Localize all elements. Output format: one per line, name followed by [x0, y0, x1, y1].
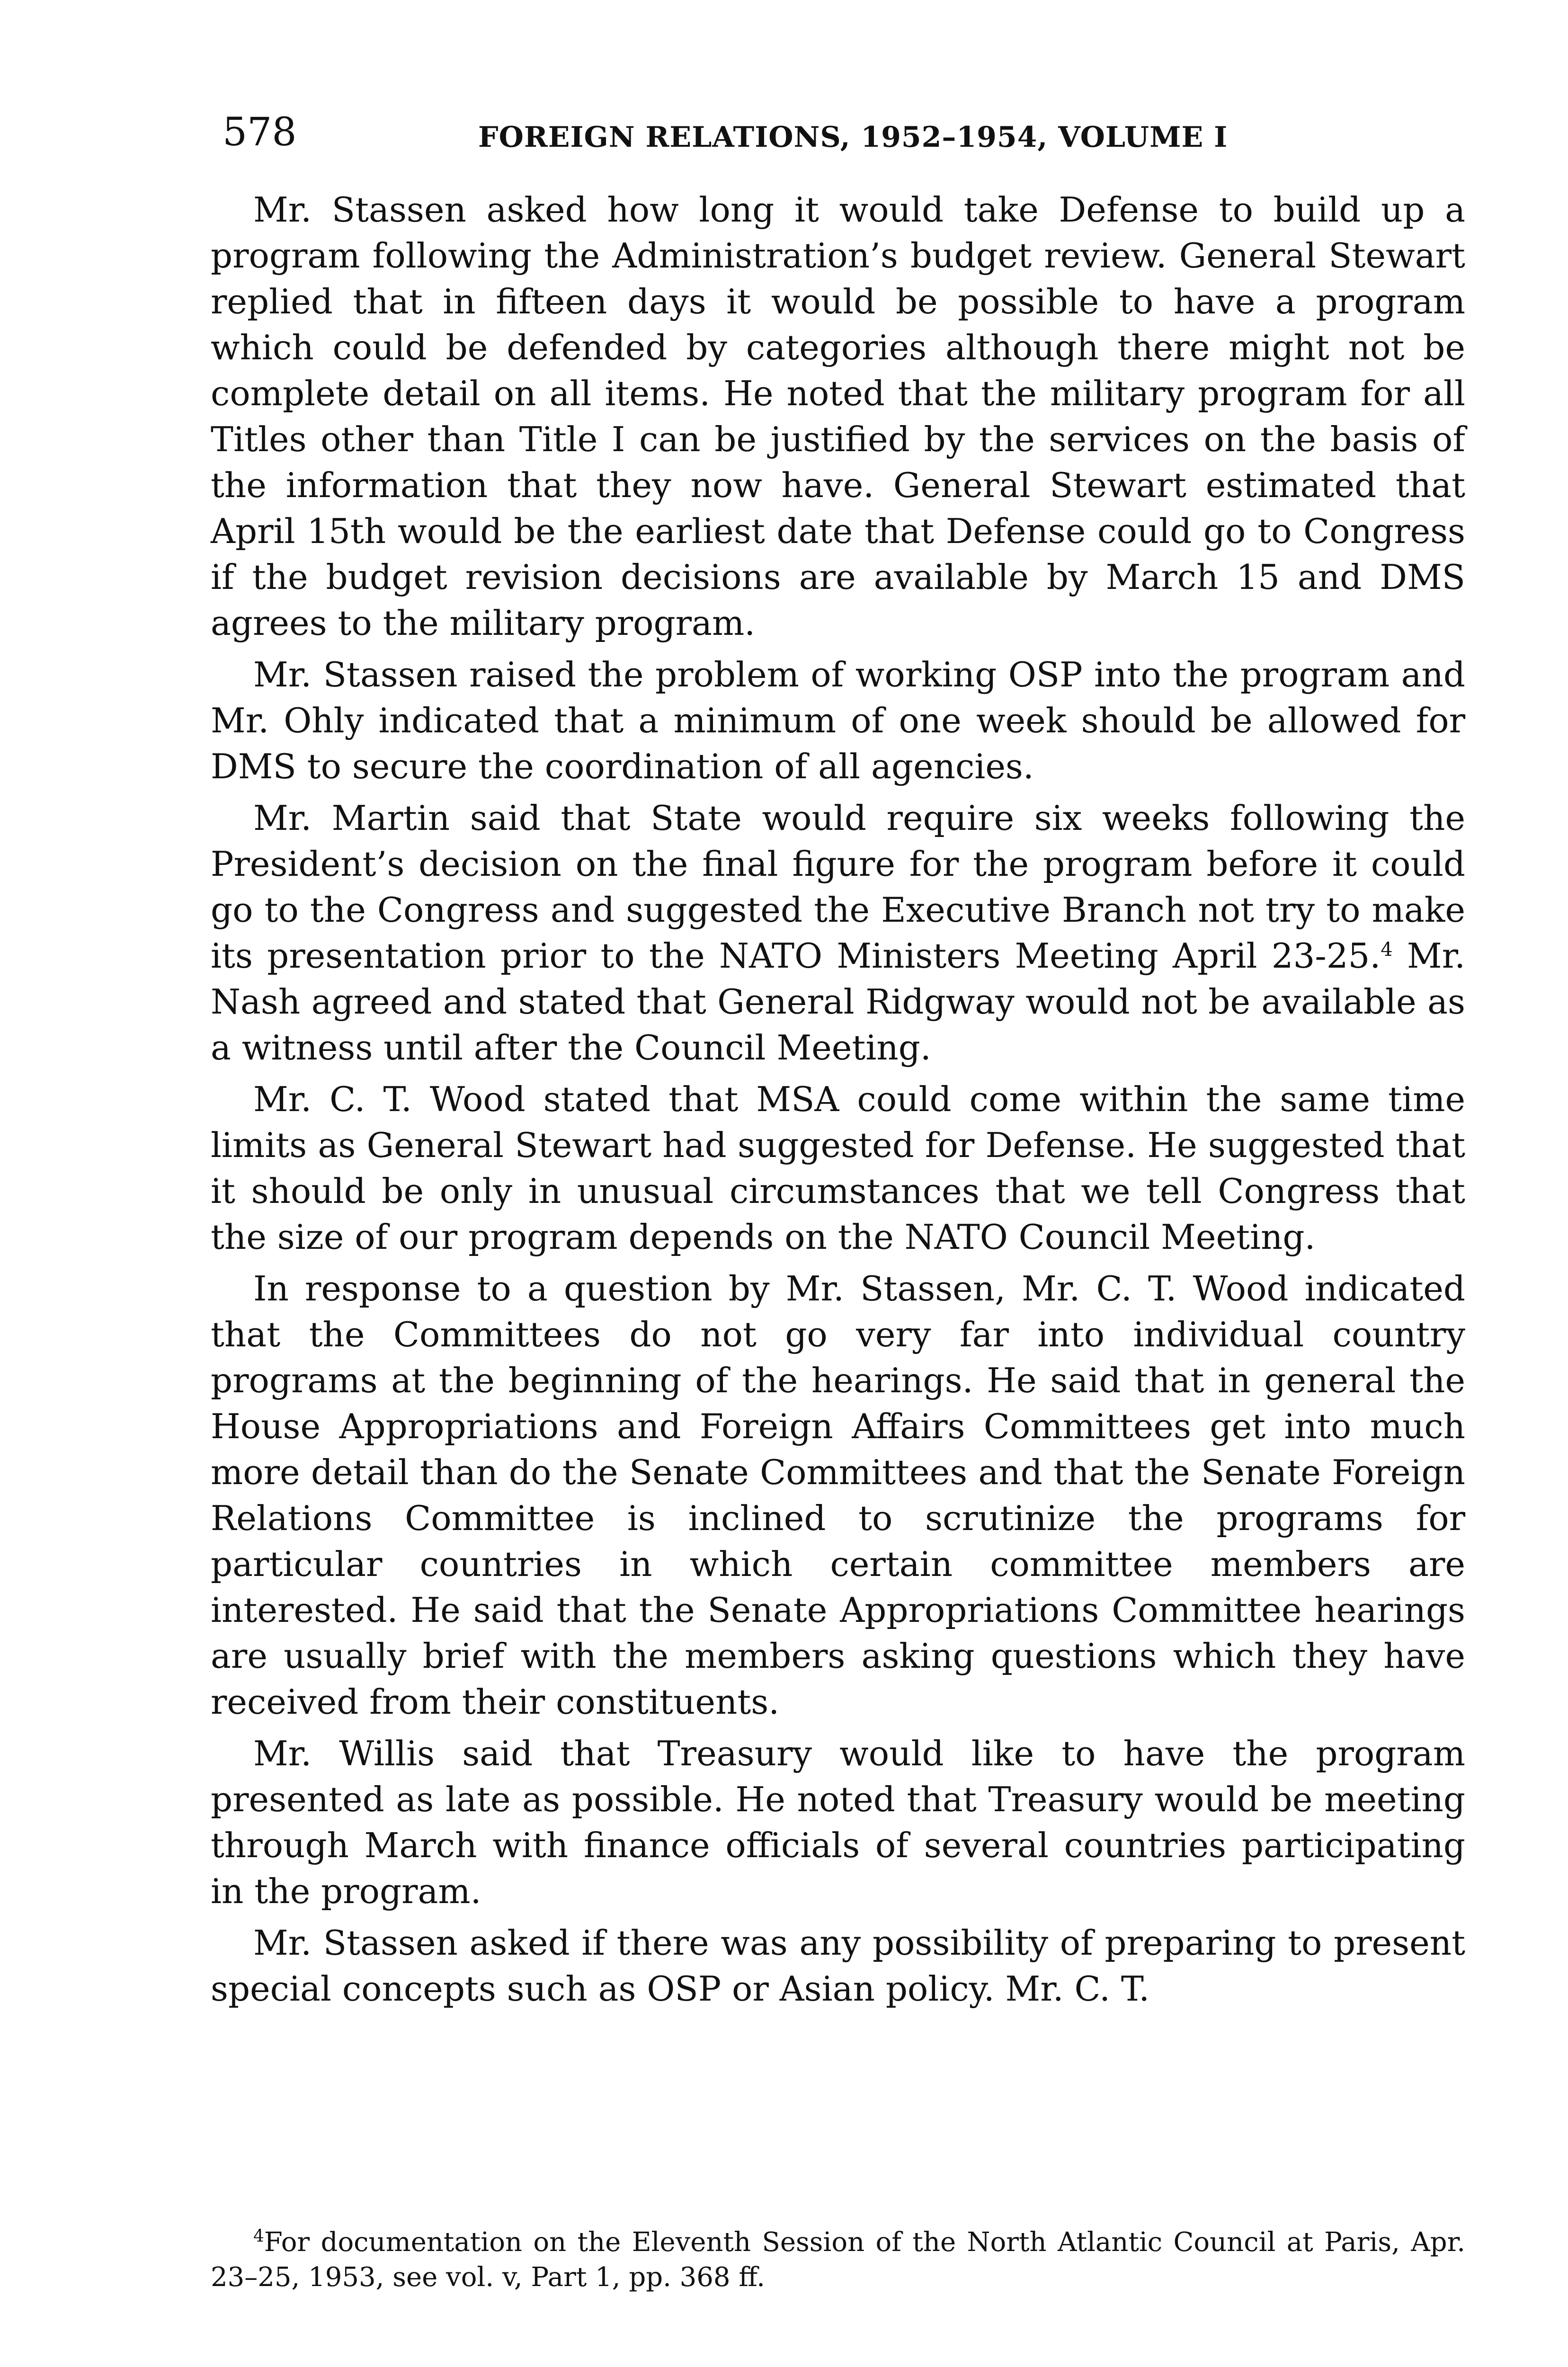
running-head: FOREIGN RELATIONS, 1952–1954, VOLUME I: [478, 121, 1228, 154]
footnote: [211, 2225, 1465, 2295]
paragraph-osp-coordination: Mr. Stassen raised the problem of working OSP into the program and Mr. Ohly indicated that a minimum of one week should be allowed for DMS to secure the coordination of all agencies.: [211, 655, 1465, 786]
martin-text-before: Mr. Martin said that State would require six weeks following the President’s decision on the final figure for the program before it could go to the Congress and suggested the Executive Branch not try to make its presentation prior to the NATO Ministers Meeting April 23-25.: [211, 798, 1465, 976]
page-number: 578: [223, 110, 297, 155]
paragraph-willis-treasury: Mr. Willis said that Treasury would like to have the program presented as late as possible. He noted that Treasury would be meeting through March with finance officials of several countries participating in the program.: [211, 1734, 1465, 1911]
paragraph-committees: In response to a question by Mr. Stassen, Mr. C. T. Wood indicated that the Committees do not go very far into individual country programs at the beginning of the hearings. He said that in general the House Appropriations and Foreign Affairs Committees get into much more detail than do the Senate Committees and that the Senate Foreign Relations Committee is inclined to scrutinize the programs for particular countries in which certain committee members are interested. He said that the Senate Appropriations Committee hearings are usually brief with the members asking questions which they have received from their constituents.: [211, 1269, 1465, 1722]
martin-text-after: Mr. Nash agreed and stated that General Ridgway would not be available as a witness until after the Council Meeting.: [211, 936, 1465, 1068]
paragraph-stassen-defense: Mr. Stassen asked how long it would take Defense to build up a program following the Administration’s budget review. General Stewart replied that in fifteen days it would be possible to have a program which could be defended by categories although there might not be complete detail on all items. He noted that the military program for all Titles other than Title I can be justified by the services on the basis of the information that they now have. General Stewart estimated that April 15th would be the earliest date that Defense could go to Congress if the budget revision decisions are available by March 15 and DMS agrees to the military program.: [211, 190, 1465, 643]
footnote-reference: 4: [1381, 939, 1393, 961]
paragraph-martin-state: [211, 795, 1465, 1071]
body-text: [211, 187, 1465, 2018]
paragraph-wood-msa: Mr. C. T. Wood stated that MSA could come within the same time limits as General Stewart had suggested for Defense. He suggested that it should be only in unusual circumstances that we tell Congress that the size of our program depends on the NATO Council Meeting.: [211, 1079, 1465, 1257]
page-header: [223, 107, 1274, 163]
footnote-text: For documentation on the Eleventh Session of the North Atlantic Council at Paris, Apr. 23–25, 1953, see vol. v, Part 1, pp. 368 ff.: [211, 2227, 1465, 2293]
paragraph-special-concepts: Mr. Stassen asked if there was any possibility of preparing to present special concepts such as OSP or Asian policy. Mr. C. T.: [211, 1923, 1465, 2009]
footnote-mark: 4: [253, 2226, 264, 2246]
